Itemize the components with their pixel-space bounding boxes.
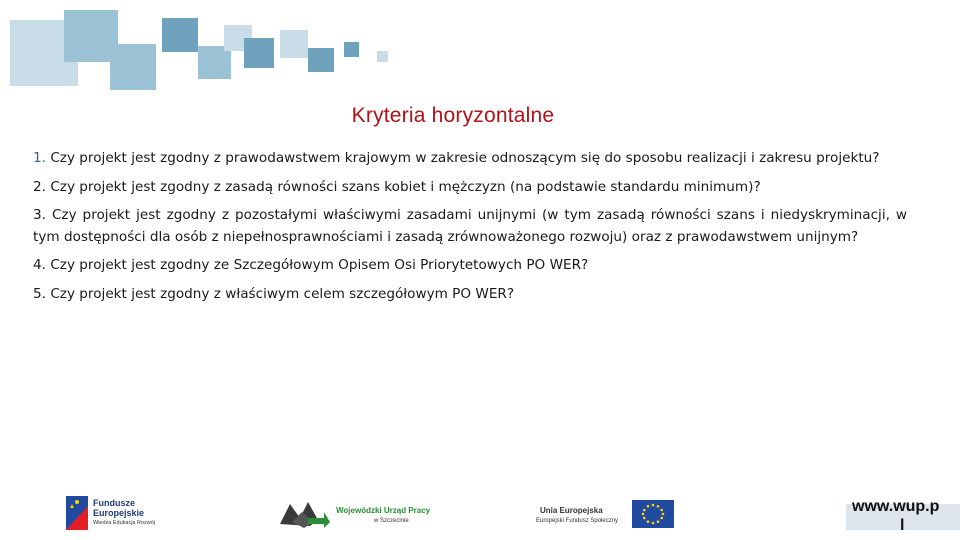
item-number: 1. [33, 150, 46, 166]
fe-line3: Wiedza Edukacja Rozwój [93, 520, 156, 526]
item-text: Czy projekt jest zgodny ze Szczegółowym Opisem Osi Priorytetowych PO WER? [50, 257, 589, 273]
fundusze-europejskie-logo [66, 496, 174, 532]
wup-logo [280, 498, 430, 532]
wup-emblem-icon [280, 498, 330, 528]
item-text: Czy projekt jest zgodny z prawodawstwem krajowym w zakresie odnoszącym się do sposobu realizacji i zakresu projektu? [50, 150, 880, 166]
item-text: Czy projekt jest zgodny z właściwym celem szczegółowym PO WER? [50, 285, 515, 302]
eu-logo [536, 498, 676, 532]
fe-line1: Fundusze [93, 498, 135, 508]
item-number: 5. [33, 285, 46, 302]
slide-title: Kryteria horyzontalne [351, 104, 555, 127]
list-item [33, 148, 907, 170]
deco-square [344, 42, 359, 57]
eu-line1: Unia Europejska [540, 506, 603, 515]
criteria-list [33, 148, 907, 312]
item-text: Czy projekt jest zgodny z pozostałymi właściwymi zasadami unijnymi (w tym zasadą równości szans i niedyskryminacji, w tym dostępności dla osób z niepełnosprawnościami i zasadą zrównoważonego rozwoju) oraz z prawodawstwem unijnym? [33, 207, 907, 245]
fe-line2: Europejskie [93, 508, 145, 518]
list-item [33, 255, 907, 277]
website-url-continued[interactable]: l [900, 517, 905, 534]
deco-square [308, 48, 334, 72]
list-item [33, 205, 907, 248]
eu-line2: Europejski Fundusz Społeczny [536, 518, 619, 524]
item-text: Czy projekt jest zgodny z zasadą równości szans kobiet i mężczyzn (na podstawie standardu minimum)? [50, 178, 761, 195]
deco-square [244, 38, 274, 68]
wup-line2: w Szczecinie [374, 518, 409, 524]
deco-square [110, 44, 156, 90]
wup-line1: Wojewódzki Urząd Pracy [336, 506, 431, 515]
item-number: 4. [33, 257, 46, 273]
deco-square [162, 18, 198, 52]
deco-square [377, 51, 388, 62]
deco-square [280, 30, 308, 58]
fe-emblem-icon [66, 496, 88, 530]
list-item [33, 284, 907, 306]
website-url[interactable]: www.wup.p [852, 498, 940, 515]
item-number: 2. [33, 178, 46, 195]
list-item [33, 177, 907, 199]
eu-flag-icon [632, 500, 674, 528]
item-number: 3. [33, 207, 46, 223]
